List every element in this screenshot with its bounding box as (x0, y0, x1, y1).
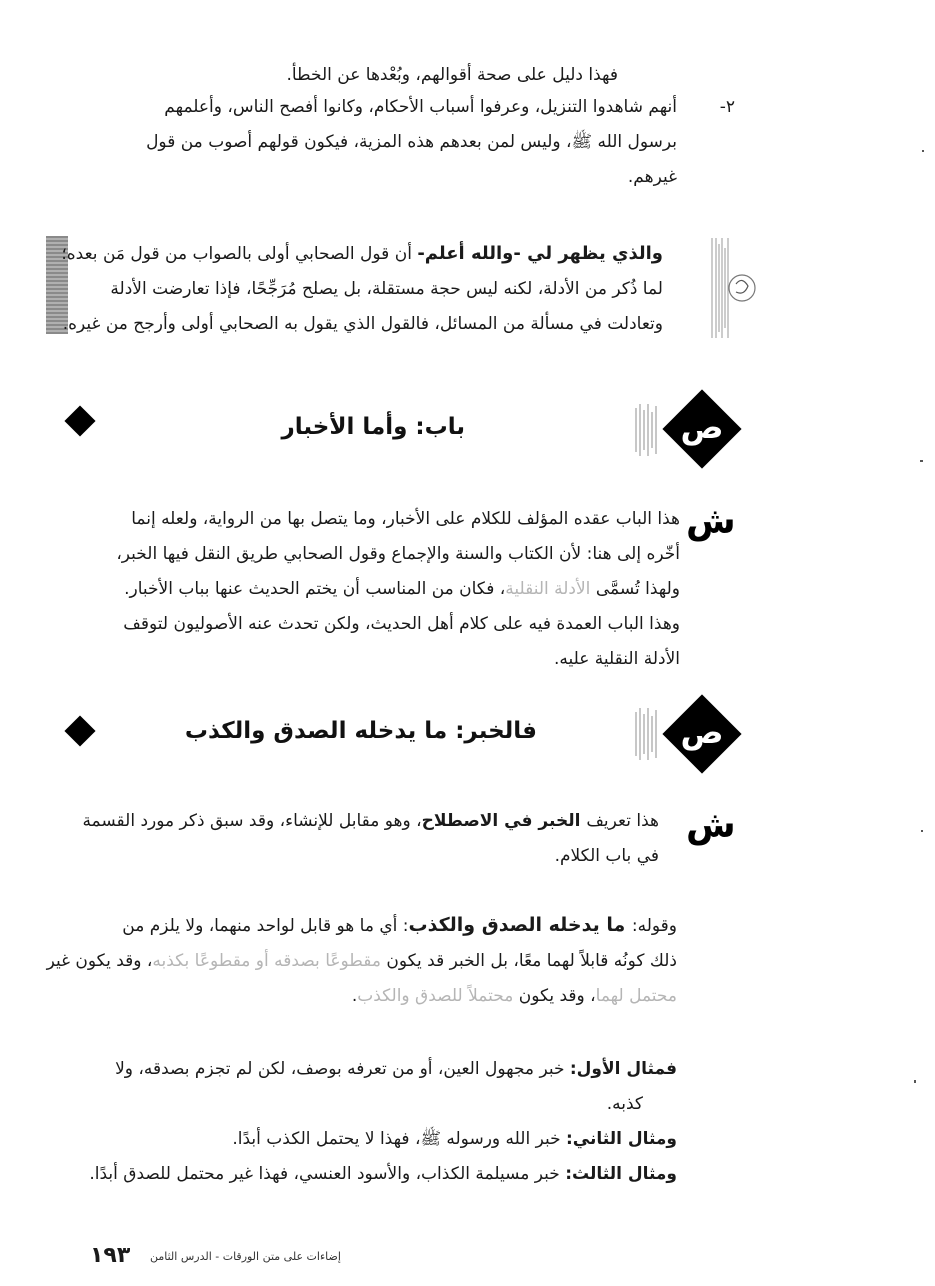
text-segment: ولهذا تُسمَّى (595, 579, 680, 599)
text-line: وتعادلت في مسألة من المسائل، فالقول الذي يقول به الصحابي أولى وأرجح من غيره. (62, 314, 663, 334)
list-number: ٢- (719, 97, 735, 117)
text-line: الأدلة النقلية عليه. (553, 649, 680, 669)
text-line: هذا الباب عقده المؤلف للكلام على الأخبار، وما يتصل بها من الرواية، ولعله إنما (131, 509, 680, 529)
example-text: خبر مسيلمة الكذاب، والأسود العنسي، فهذا غير محتمل للصدق أبدًا. (89, 1164, 566, 1184)
opinion-lead: والذي يظهر لي -والله أعلم- (417, 243, 663, 264)
text-segment: ، وقد يكون غير (46, 951, 153, 971)
text-line: لما ذُكر من الأدلة، لكنه ليس حجة مستقلة، بل يصلح مُرَجِّحًا، فإذا تعارضت الأدلة (110, 279, 663, 299)
commentary-paragraph (80, 502, 680, 677)
sharh-badge: ش (686, 501, 736, 542)
section-heading: باب: وأما الأخبار (281, 414, 465, 440)
faded-text-segment: محتملاً للصدق والكذب (357, 986, 519, 1006)
example-text: خبر مجهول العين، أو من تعرفه بوصف، لكن لم تجزم بصدقه، ولا (115, 1059, 570, 1079)
faded-text-segment: محتمل لهما (595, 986, 677, 1006)
scan-speck (922, 150, 924, 152)
example-item (77, 1052, 677, 1087)
bold-term: ما يدخله الصدق والكذب (408, 914, 632, 936)
examples-list (77, 1052, 677, 1192)
margin-ornament-icon (706, 234, 762, 342)
text-segment: : أي ما هو قابل لواحد منهما، ولا يلزم من (122, 916, 409, 936)
text-segment: . (351, 986, 358, 1006)
page-number: ١٩٣ (90, 1243, 131, 1268)
text-line: غيرهم. (627, 167, 677, 187)
section-heading: فالخبر: ما يدخله الصدق والكذب (184, 718, 537, 744)
text-line: أنهم شاهدوا التنزيل، وعرفوا أسباب الأحكام، وكانوا أفصح الناس، وأعلمهم (164, 97, 677, 117)
example-continuation: كذبه. (606, 1094, 643, 1114)
scan-speck (920, 460, 923, 462)
example-item (77, 1157, 677, 1192)
text-line: أن قول الصحابي أولى بالصواب من قول مَن بعده؛ (61, 244, 418, 264)
text-line: فهذا دليل على صحة أقوالهم، وبُعْدها عن الخطأ. (286, 65, 618, 85)
text-line: في باب الكلام. (554, 846, 659, 866)
scan-speck (914, 1080, 916, 1083)
example-label: ومثال الثاني: (566, 1129, 677, 1149)
definition-paragraph (46, 908, 677, 1014)
intro-paragraph (286, 58, 618, 93)
sharh-badge: ش (686, 805, 736, 846)
example-label: ومثال الثالث: (565, 1164, 677, 1184)
text-segment: ذلك كونُه قابلاً لهما معًا، بل الخبر قد يكون (386, 951, 677, 971)
example-item (77, 1122, 677, 1157)
commentary-paragraph (79, 804, 659, 874)
text-segment: هذا تعريف (586, 811, 659, 831)
scan-speck (921, 830, 923, 832)
bullet-diamond-icon (64, 405, 95, 436)
bold-term: الخبر في الاصطلاح (421, 811, 587, 831)
text-segment: ، وهو مقابل للإنشاء، وقد سبق ذكر مورد القسمة (82, 811, 422, 831)
text-segment: ، فكان من المناسب أن يختم الحديث عنها بباب الأخبار. (124, 579, 506, 599)
matn-badge-letter: ص (680, 713, 724, 751)
numbered-paragraph (77, 90, 735, 195)
text-line: أخّره إلى هنا: لأن الكتاب والسنة والإجماع وقول الصحابي طريق النقل فيها الخبر، (116, 544, 680, 564)
bullet-diamond-icon (64, 715, 95, 746)
text-line: وهذا الباب العمدة فيه على كلام أهل الحديث، ولكن تحدث عنه الأصوليون لتوقف (123, 614, 680, 634)
matn-badge-letter: ص (680, 408, 724, 446)
faded-text-segment: الأدلة النقلية (505, 579, 591, 599)
author-opinion-paragraph (63, 236, 663, 342)
example-label: فمثال الأول: (569, 1059, 677, 1079)
faded-text-segment: مقطوعًا بصدقه أو مقطوعًا بكذبه (152, 951, 387, 971)
text-segment: وقوله: (631, 916, 677, 936)
text-line: برسول الله ﷺ، وليس لمن بعدهم هذه المزية، فيكون قولهم أصوب من قول (146, 132, 677, 152)
text-segment: ، وقد يكون (518, 986, 596, 1006)
running-footer-title: إضاءات على متن الورقات - الدرس الثامن (150, 1250, 341, 1263)
example-text: خبر الله ورسوله ﷺ، فهذا لا يحتمل الكذب أبدًا. (232, 1129, 566, 1149)
